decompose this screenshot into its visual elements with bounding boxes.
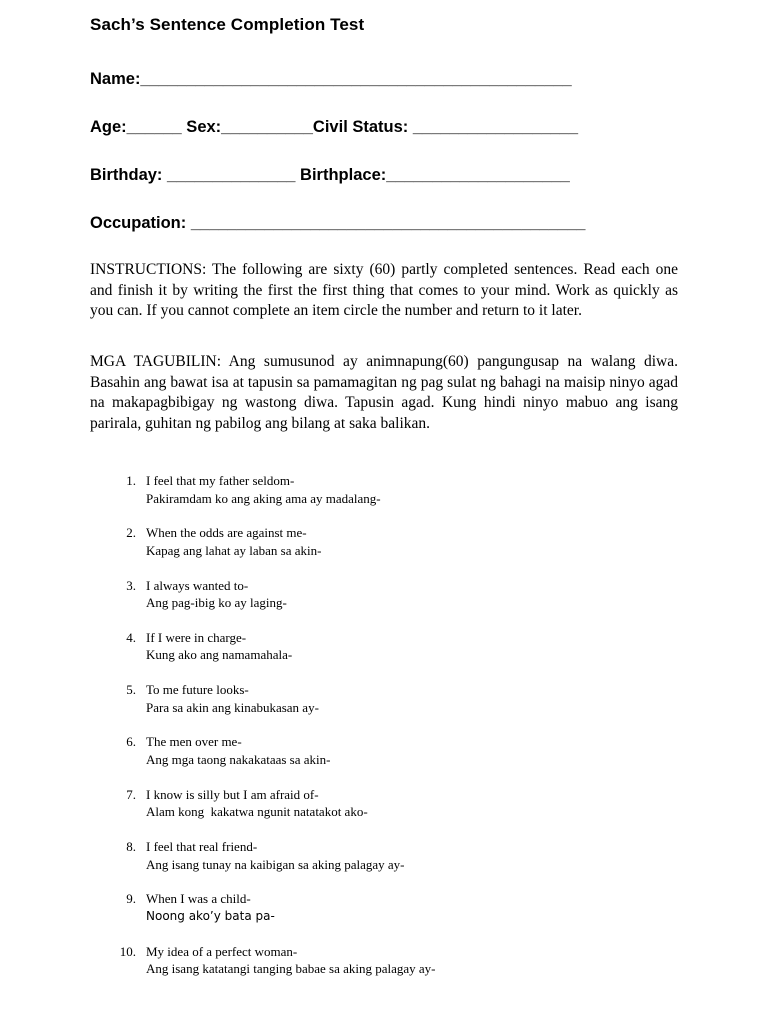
item-english: If I were in charge- <box>146 629 247 645</box>
item-filipino: Pakiramdam ko ang aking ama ay madalang- <box>146 490 381 506</box>
item-english: I feel that real friend- <box>146 839 258 855</box>
age-sex-civil-status-field: Age:______ Sex:__________Civil Status: __________________ <box>90 118 579 136</box>
birthday-birthplace-field: Birthday: ______________ Birthplace:____________________ <box>90 166 570 184</box>
item-number: 9. <box>126 891 136 907</box>
list-item <box>110 786 670 838</box>
list-item <box>110 943 670 995</box>
item-english: When the odds are against me- <box>146 525 307 541</box>
list-item <box>110 629 670 681</box>
item-english: I feel that my father seldom- <box>146 473 295 488</box>
item-filipino: Ang mga taong nakakataas sa akin- <box>146 751 331 767</box>
item-number: 1. <box>126 473 136 488</box>
item-filipino: Kapag ang lahat ay laban sa akin- <box>146 542 322 558</box>
list-item <box>110 472 670 524</box>
item-filipino: Noong ako’y bata pa- <box>146 908 275 923</box>
list-item <box>110 577 670 629</box>
list-item <box>110 733 670 785</box>
instructions-filipino: MGA TAGUBILIN: Ang sumusunod ay animnapung(60) pangungusap na walang diwa. Basahin ang bawat isa at tapusin sa pamamagitan ng pag sulat ng bahagi na maisip ninyo agad na makapagbibigay ng wastong diwa. Tapusin agad. Kung hindi ninyo mabuo ang isang parirala, guhitan ng pabilog ang bilang at saka balikan. <box>90 353 678 432</box>
item-number: 5. <box>126 682 136 698</box>
item-number: 2. <box>126 525 136 541</box>
item-english: The men over me- <box>146 734 242 750</box>
item-filipino: Kung ako ang namamahala- <box>146 647 293 663</box>
list-item <box>110 681 670 733</box>
item-number: 10. <box>119 943 136 959</box>
item-filipino: Alam kong kakatwa ngunit natatakot ako- <box>146 804 368 820</box>
item-english: My idea of a perfect woman- <box>146 943 298 959</box>
item-number: 3. <box>126 577 136 593</box>
item-english: I always wanted to- <box>146 577 249 593</box>
item-filipino: Ang isang tunay na kaibigan sa aking palagay ay- <box>146 856 405 872</box>
item-english: I know is silly but I am afraid of- <box>146 786 319 802</box>
item-english: When I was a child- <box>146 891 251 907</box>
item-number: 8. <box>126 839 136 855</box>
item-filipino: Ang pag-ibig ko ay laging- <box>146 595 287 611</box>
instructions-english: INSTRUCTIONS: The following are sixty (60) partly completed sentences. Read each one and finish it by writing the first the first thing that comes to your mind. Work as quickly as you can. If you cannot complete an item circle the number and return to it later. <box>90 261 678 319</box>
list-item <box>110 524 670 576</box>
item-english: To me future looks- <box>146 682 249 698</box>
item-number: 6. <box>126 734 136 750</box>
occupation-field: Occupation: ___________________________________________ <box>90 214 586 232</box>
item-number: 7. <box>126 786 136 802</box>
name-field: Name:_______________________________________________ <box>90 70 572 88</box>
list-item <box>110 890 670 942</box>
item-filipino: Ang isang katatangi tanging babae sa aking palagay ay- <box>146 961 436 977</box>
item-number: 4. <box>126 629 136 645</box>
document-title: Sach’s Sentence Completion Test <box>90 15 365 34</box>
sentence-item-list <box>110 472 670 995</box>
list-item <box>110 838 670 890</box>
item-filipino: Para sa akin ang kinabukasan ay- <box>146 699 319 715</box>
